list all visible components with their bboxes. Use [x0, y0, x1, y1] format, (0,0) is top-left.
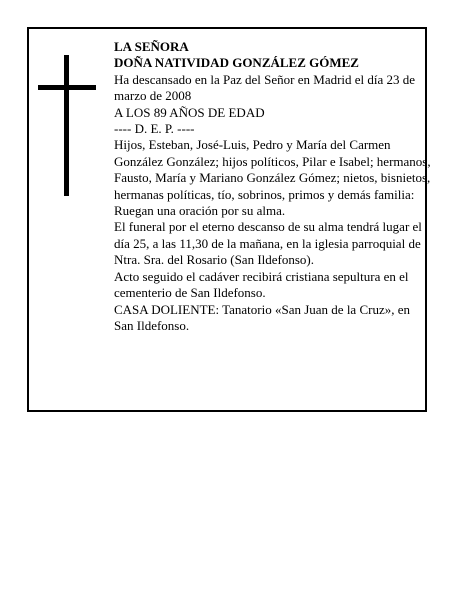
prayer-request: Ruegan una oración por su alma. [114, 203, 286, 219]
obituary-text [114, 39, 432, 334]
deceased-name: DOÑA NATIVIDAD GONZÁLEZ GÓMEZ [114, 55, 359, 71]
rested-statement: Ha descansado en la Paz del Señor en Madrid el día 23 de marzo de 2008 [114, 71, 416, 104]
rip-line: ---- D. E. P. ---- [114, 121, 195, 137]
burial-details: Acto seguido el cadáver recibirá cristiana sepultura en el cementerio de San Ildefonso. [114, 268, 409, 301]
cross-vertical-bar [64, 55, 69, 196]
funeral-home: CASA DOLIENTE: Tanatorio «San Juan de la Cruz», en San Ildefonso. [114, 301, 410, 333]
honorific-line: LA SEÑORA [114, 39, 189, 54]
funeral-details: El funeral por el eterno descanso de su alma tendrá lugar el día 25, a las 11,30 de la mañana, en la iglesia parroquial de Ntra. Sra. del Rosario (San Ildefonso). [114, 219, 422, 268]
cross-horizontal-bar [38, 85, 96, 90]
family-list: Hijos, Esteban, José-Luis, Pedro y María del Carmen González González; hijos políticos, Pilar e Isabel; hermanos, Fausto, María y Mariano González Gómez; nietos, bisnietos, hermanas políticas, tío, sobrinos, primos y demás familia: [114, 137, 431, 202]
age-statement: A LOS 89 AÑOS DE EDAD [114, 104, 265, 120]
